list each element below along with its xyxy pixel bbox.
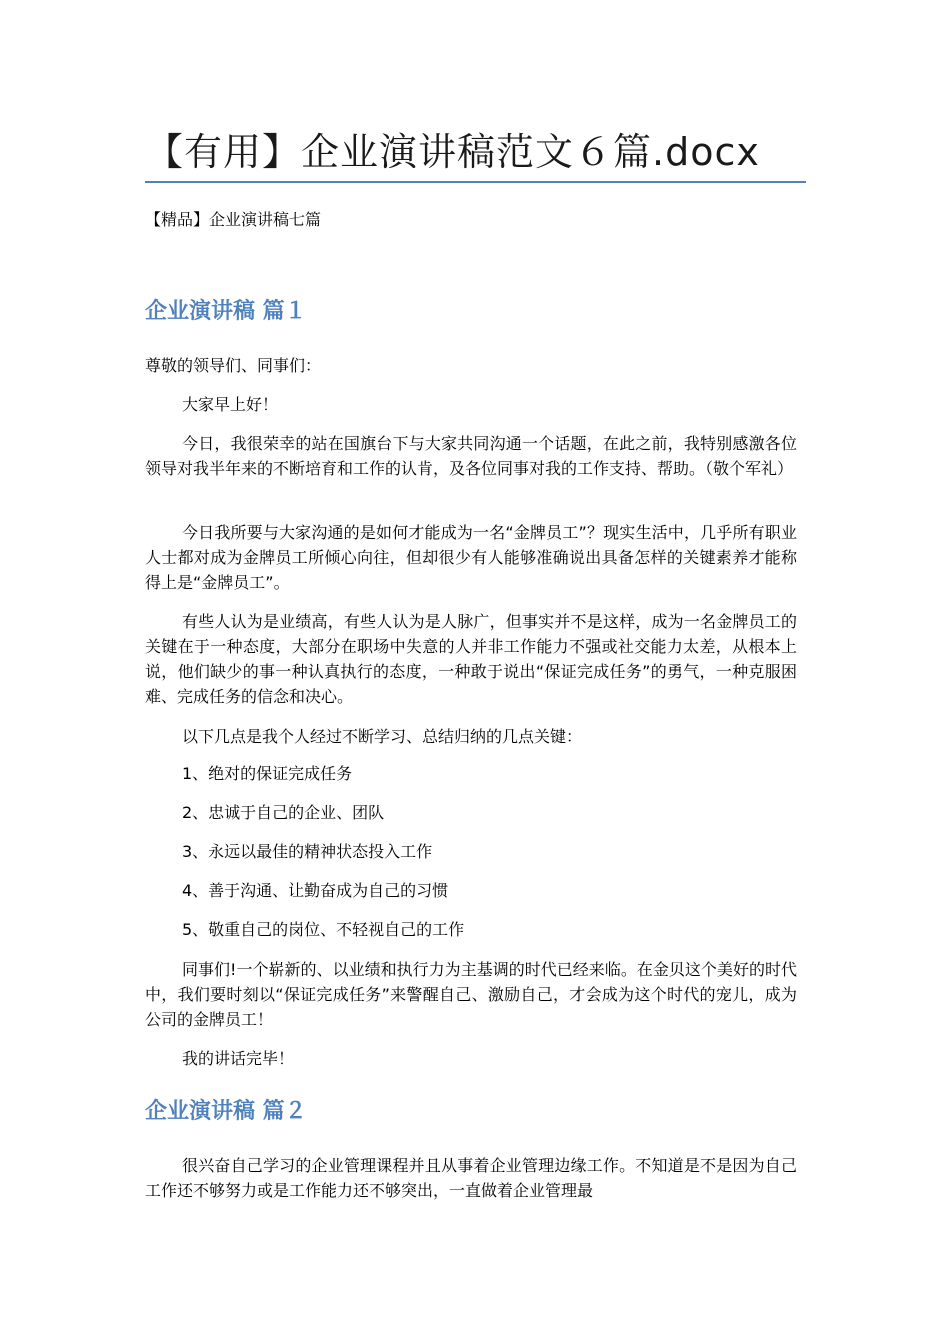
paragraph-3: 有些人认为是业绩高，有些人认为是人脉广，但事实并不是这样，成为一名金牌员工的关键在于一种态度，大部分在职场中失意的人并非工作能力不强或社交能力太差，从根本上说，他们缺少的事一种认真执行的态度，一种敢于说出“保证完成任务”的勇气，一种克服困难、完成任务的信念和决心。	[145, 612, 797, 706]
ending: 我的讲话完毕！	[182, 1049, 295, 1068]
paragraph-2: 今日我所要与大家沟通的是如何才能成为一名“金牌员工”？现实生活中，几乎所有职业人士都对成为金牌员工所倾心向往，但却很少有人能够准确说出具备怎样的关键素养才能称得上是“金牌员工”。	[145, 523, 797, 592]
title-underline	[145, 181, 806, 183]
list-item-5: 5、敬重自己的岗位、不轻视自己的工作	[182, 920, 465, 939]
list-item-2: 2、忠诚于自己的企业、团队	[182, 803, 385, 822]
paragraph-1: 今日，我很荣幸的站在国旗台下与大家共同沟通一个话题，在此之前，我特别感激各位领导对我半年来的不断培育和工作的认肯，及各位同事对我的工作支持、帮助。（敬个军礼）	[145, 434, 797, 478]
list-item-1: 1、绝对的保证完成任务	[182, 764, 353, 783]
list-item-4: 4、善于沟通、让勤奋成为自己的习惯	[182, 881, 449, 900]
section-2-paragraph-1: 很兴奋自己学习的企业管理课程并且从事着企业管理边缘工作。不知道是不是因为自己工作还不够努力或是工作能力还不够突出，一直做着企业管理最	[145, 1156, 797, 1200]
section-heading-2: 企业演讲稿 篇２	[145, 1099, 307, 1124]
greeting: 大家早上好！	[182, 395, 279, 414]
closing-paragraph: 同事们!一个崭新的、以业绩和执行力为主基调的时代已经来临。在金贝这个美好的时代中，我们要时刻以“保证完成任务”来警醒自己、激励自己，才会成为这个时代的宠儿，成为公司的金牌员工！	[145, 960, 797, 1029]
section-heading-1: 企业演讲稿 篇１	[145, 299, 307, 324]
list-item-3: 3、永远以最佳的精神状态投入工作	[182, 842, 433, 861]
salutation: 尊敬的领导们、同事们：	[145, 356, 322, 375]
document-title: 【有用】企业演讲稿范文６篇.docx	[145, 130, 760, 174]
document-subtitle: 【精品】企业演讲稿七篇	[145, 210, 322, 229]
paragraph-4: 以下几点是我个人经过不断学习、总结归纳的几点关键：	[182, 727, 583, 746]
